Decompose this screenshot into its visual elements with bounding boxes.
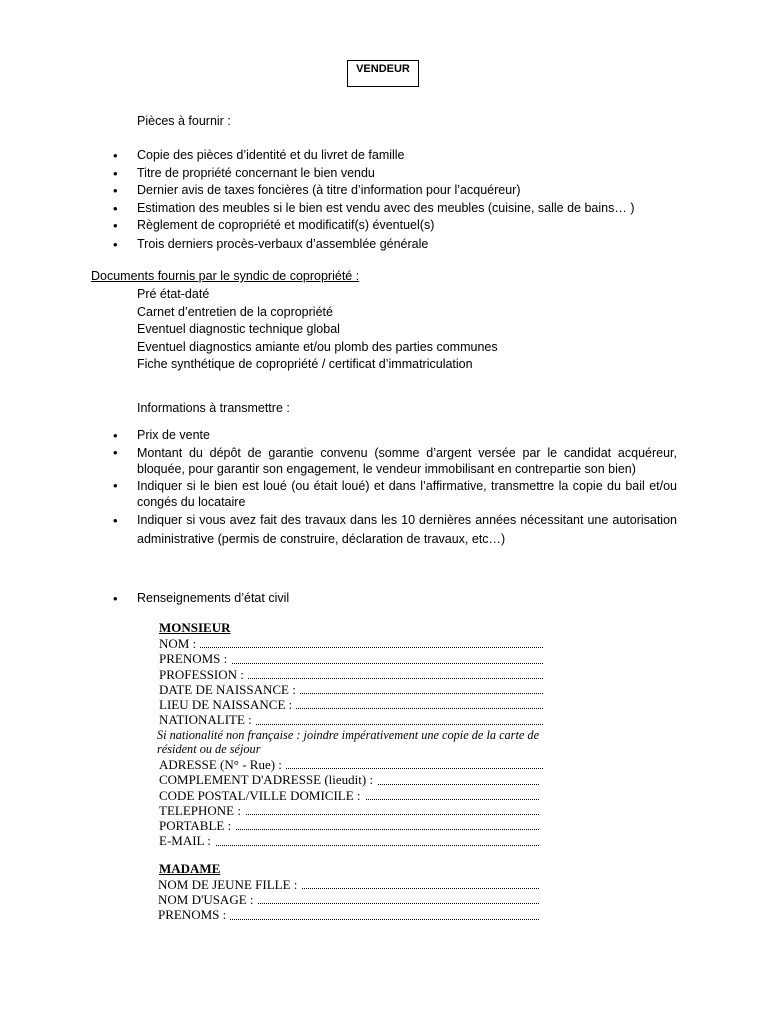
form-row[interactable]: TELEPHONE : (159, 803, 539, 818)
list-item: • Prix de vente (113, 428, 210, 443)
form-row[interactable]: ADRESSE (N° - Rue) : (159, 757, 543, 772)
list-item: Carnet d’entretien de la copropriété (137, 304, 333, 319)
monsieur-heading: MONSIEUR (159, 620, 231, 635)
form-row[interactable]: PORTABLE : (159, 818, 539, 833)
infos-heading: Informations à transmettre : (137, 401, 290, 415)
list-item: • Indiquer si vous avez fait des travaux dans les 10 dernières années nécessitant une autorisation administrative (permis de construire, déclaration de travaux, etc…) (113, 512, 677, 546)
syndic-list (137, 286, 498, 374)
list-item: • Estimation des meubles si le bien est vendu avec des meubles (cuisine, salle de bains… ) (113, 200, 635, 216)
form-row[interactable]: E-MAIL : (159, 833, 539, 848)
form-row[interactable]: PRENOMS : (158, 907, 539, 922)
form-row[interactable]: NOM D'USAGE : (158, 892, 539, 907)
civil-form (159, 619, 543, 923)
form-row[interactable]: DATE DE NAISSANCE : (159, 682, 543, 697)
list-item: Fiche synthétique de copropriété / certificat d’immatriculation (137, 357, 473, 371)
list-item: • Montant du dépôt de garantie convenu (somme d’argent versée par le candidat acquéreur, bloquée, pour garantir son engagement, le vendeur immobilisant en contrepartie son bien) (113, 444, 677, 476)
list-item: • Indiquer si le bien est loué (ou était loué) et dans l’affirmative, transmettre la copie du bail et/ou congés du locataire (113, 477, 677, 509)
list-item: • Dernier avis de taxes foncières (à titre d’information pour l’acquéreur) (113, 183, 521, 198)
syndic-heading: Documents fournis par le syndic de copropriété : (91, 269, 360, 283)
list-item: Pré état-daté (137, 287, 210, 301)
document-title: VENDEUR (347, 60, 419, 87)
form-row[interactable]: NOM DE JEUNE FILLE : (158, 877, 539, 892)
form-row[interactable]: NOM : (159, 636, 543, 651)
infos-list (113, 427, 677, 549)
pieces-list (113, 147, 673, 253)
form-row[interactable]: PRENOMS : (159, 651, 543, 666)
form-row[interactable]: COMPLEMENT D'ADRESSE (lieudit) : (159, 772, 539, 787)
list-item: • Renseignements d’état civil (113, 591, 290, 606)
pieces-heading: Pièces à fournir : (137, 114, 231, 128)
form-row[interactable]: CODE POSTAL/VILLE DOMICILE : (159, 788, 539, 803)
list-item: • Trois derniers procès-verbaux d’assemblée générale (113, 236, 429, 252)
list-item: • Règlement de copropriété et modificatif(s) éventuel(s) (113, 218, 435, 233)
form-row[interactable]: LIEU DE NAISSANCE : (159, 697, 543, 712)
list-item: • Copie des pièces d’identité et du livret de famille (113, 148, 405, 163)
form-row[interactable]: NATIONALITE : (159, 712, 543, 727)
form-row[interactable]: PROFESSION : (159, 667, 543, 682)
nationality-note: Si nationalité non française : joindre impérativement une copie de la carte de résident ou de séjour (157, 727, 540, 757)
list-item: Eventuel diagnostics amiante et/ou plomb des parties communes (137, 339, 498, 354)
list-item: • Titre de propriété concernant le bien vendu (113, 165, 375, 181)
madame-heading: MADAME (159, 860, 221, 876)
etat-civil-list (113, 590, 513, 608)
list-item: Eventuel diagnostic technique global (137, 322, 340, 336)
